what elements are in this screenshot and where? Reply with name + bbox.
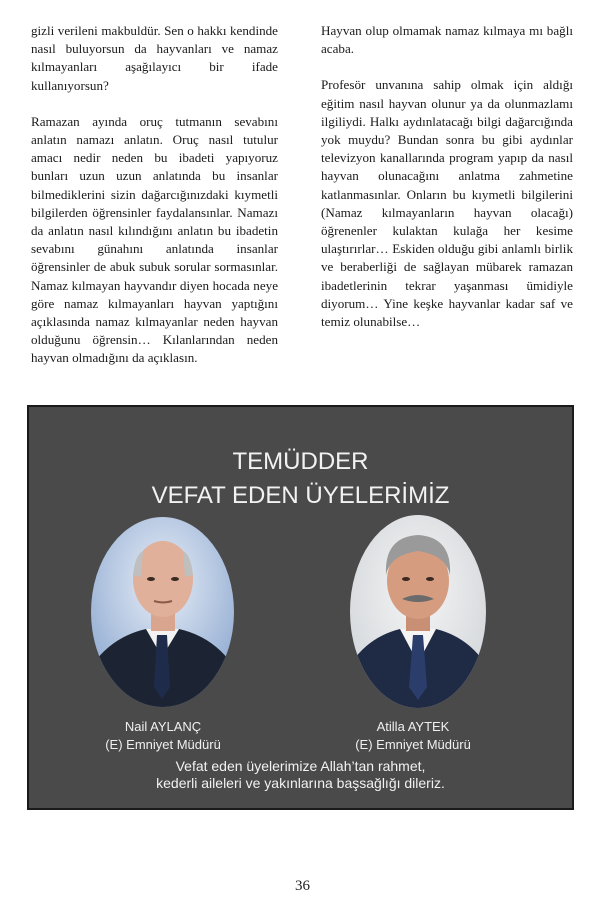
right-paragraph-1: Hayvan olup olmamak namaz kılmaya mı bağlı acaba.: [321, 23, 573, 57]
portrait-1-image: [91, 517, 234, 707]
member-2-title: (E) Emniyet Müdürü: [355, 737, 471, 752]
portrait-photo-2: [350, 515, 486, 708]
right-paragraph-2: Profesör unvanına sahip olmak için aldığı eğitim nasıl hayvan olunur ya da olunmazlamı ilgiliydi. Halkı aydınlatacağı bilgi dağarcığında yok muydu? Bundan sonra bu gibi aydınlar televizyon kanallarında program yapıp da nasıl hayvan olunacağını anlatma zahmetine katlanmasınlar. Onların bu kıymetli bilgilerini (Namaz kılmayanların hayvan olacağı) öğrenenler kulaktan kulağa her kesime ulaştırırlar… Eskiden olduğu gibi anlamlı birlik ve beraberliği de sağlayan mübarek ramazan ibadetlerinin tekrar yaşanması ümidiyle diyorum… Yine keşke hayvanlar kadar saf ve temiz olunabilse…: [321, 77, 573, 330]
obituary-panel: [27, 405, 574, 810]
left-text-column: [31, 22, 278, 386]
page-number: 36: [295, 878, 310, 894]
left-paragraph-1: gizli verileni makbuldür. Sen o hakkı kendinde nasıl buluyorsun da hayvanları ve namaz kılmayanları aşağılayıcı bir ifade kullanıyorsun?: [31, 23, 278, 93]
member-2-name: Atilla AYTEK: [376, 719, 450, 734]
left-paragraph-2: Ramazan ayında oruç tutmanın sevabını anlatın namazı anlatın. Oruç nasıl tutulur amacı nedir neden bu ibadeti yapıyoruz bunları uzun uzun anlatında bu insanlar bilmediklerini sizin dağarcığınızdaki kıymetli bilgilerden öğrensinler faydalansınlar. Namazı da anlatın nasıl kılındığını anlatın bu ibadetin sevabını günahını anlatında insanlar öğrensinler de abuk subuk sorular sormasınlar. Namaz kılmayan hayvandır diyen hocada neye göre namaz kılmayanları hayvan yaptığını açıklasında namaz kılmayanlar neden hayvan olduğunu öğrensin… Kılanlarından neden hayvan olmadığını da açıklasın.: [31, 113, 278, 366]
member-1-title: (E) Emniyet Müdürü: [105, 737, 221, 752]
condolence-line-2: kederli aileleri ve yakınlarına başsağlığı dileriz.: [156, 775, 445, 791]
portrait-photo-1: [91, 517, 234, 707]
portrait-2-image: [350, 515, 486, 708]
member-1-name: Nail AYLANÇ: [124, 719, 202, 734]
panel-title-organization: TEMÜDDER: [232, 448, 369, 475]
right-text-column: [321, 22, 573, 349]
condolence-message: [29, 758, 572, 792]
panel-title-heading: VEFAT EDEN ÜYELERİMİZ: [151, 482, 450, 509]
condolence-line-1: Vefat eden üyelerimize Allah’tan rahmet,: [175, 758, 426, 774]
